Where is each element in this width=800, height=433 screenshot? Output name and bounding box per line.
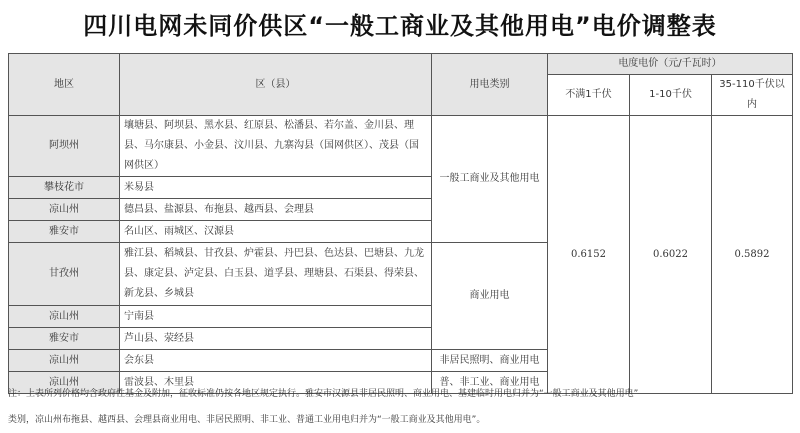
district-cell: 芦山县、荥经县 [120,328,432,350]
district-cell: 会东县 [120,350,432,372]
region-cell: 凉山州 [9,372,120,394]
region-cell: 阿坝州 [9,116,120,177]
district-cell: 米易县 [120,177,432,199]
region-cell: 雅安市 [9,221,120,243]
region-cell: 攀枝花市 [9,177,120,199]
district-cell: 名山区、雨城区、汉源县 [120,221,432,243]
price-tier-2: 0.6022 [630,116,712,394]
page-title: 四川电网未同价供区“一般工商业及其他用电”电价调整表 [83,12,717,40]
header-tier-3: 35-110千伏以内 [712,75,793,116]
header-district: 区（县） [120,54,432,116]
region-cell: 凉山州 [9,199,120,221]
region-cell: 凉山州 [9,350,120,372]
table-row [9,116,793,177]
district-cell: 雷波县、木里县 [120,372,432,394]
price-tier-3: 0.5892 [712,116,793,394]
district-cell: 雅江县、稻城县、甘孜县、炉霍县、丹巴县、色达县、巴塘县、九龙县、康定县、泸定县、白玉县、道孚县、理塘县、石渠县、得荣县、新龙县、乡城县 [120,243,432,306]
header-tier-2: 1-10千伏 [630,75,712,116]
price-tier-1: 0.6152 [548,116,630,394]
category-nonresidential: 非居民照明、商业用电 [432,350,548,372]
header-row [9,54,793,75]
header-tier-1: 不满1千伏 [548,75,630,116]
district-cell: 德昌县、盐源县、布拖县、越西县、会理县 [120,199,432,221]
category-commercial: 商业用电 [432,243,548,350]
header-category: 用电类别 [432,54,548,116]
category-mixed: 普、非工业、商业用电 [432,372,548,394]
district-cell: 壤塘县、阿坝县、黑水县、红原县、松潘县、若尔盖、金川县、理县、马尔康县、小金县、汶川县、九寨沟县（国网供区）、茂县（国网供区） [120,116,432,177]
district-cell: 宁南县 [120,306,432,328]
region-cell: 雅安市 [9,328,120,350]
category-general: 一般工商业及其他用电 [432,116,548,243]
header-region: 地区 [9,54,120,116]
footnote-line-1: 注：上表所列价格均含政府性基金及附加，征收标准仍按各地区规定执行。雅安市汉源县非居民照明、商业用电、基建临时用电归并为“一般工商业及其他用电” [8,389,639,399]
tariff-table [8,53,793,394]
footnote-line-2: 类别，凉山州布拖县、越西县、会理县商业用电、非居民照明、非工业、普通工业用电归并为“一般工商业及其他用电”。 [8,415,486,425]
region-cell: 凉山州 [9,306,120,328]
header-price-group: 电度电价（元/千瓦时） [548,54,793,75]
region-cell: 甘孜州 [9,243,120,306]
